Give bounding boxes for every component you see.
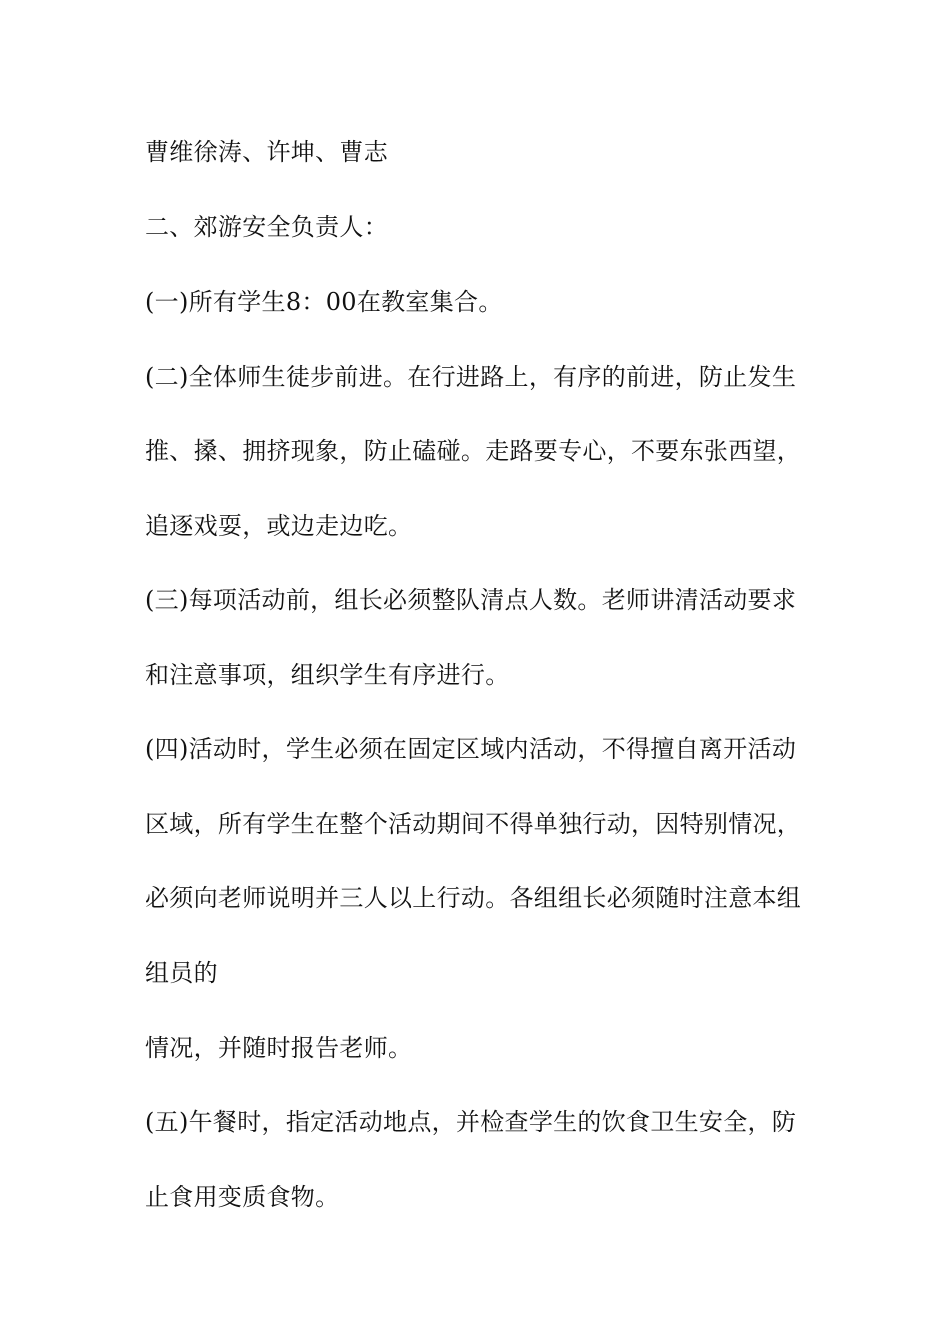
- item-1-line-1: (一)所有学生8：00在教室集合。: [145, 288, 503, 316]
- item-4-line-4: 组员的: [145, 959, 218, 987]
- text-line-names: 曹维徐涛、许坤、曹志: [145, 138, 388, 166]
- item-2-line-3: 追逐戏耍，或边走边吃。: [145, 512, 413, 540]
- item-5-line-1: (五)午餐时，指定活动地点，并检查学生的饮食卫生安全，防: [145, 1108, 797, 1136]
- item-4-line-3: 必须向老师说明并三人以上行动。各组组长必须随时注意本组: [145, 884, 802, 912]
- item-4-line-5: 情况，并随时报告老师。: [145, 1034, 413, 1062]
- item-4-line-1: (四)活动时，学生必须在固定区域内活动，不得擅自离开活动: [145, 735, 797, 763]
- section-heading-safety: 二、郊游安全负责人：: [145, 213, 388, 241]
- item-2-line-1: (二)全体师生徒步前进。在行进路上，有序的前进，防止发生: [145, 363, 797, 391]
- item-3-line-2: 和注意事项，组织学生有序进行。: [145, 661, 510, 689]
- item-3-line-1: (三)每项活动前，组长必须整队清点人数。老师讲清活动要求: [145, 586, 797, 614]
- item-4-line-2: 区域，所有学生在整个活动期间不得单独行动，因特别情况，: [145, 810, 802, 838]
- item-5-line-2: 止食用变质食物。: [145, 1183, 340, 1211]
- item-2-line-2: 推、搡、拥挤现象，防止磕碰。走路要专心，不要东张西望，: [145, 437, 802, 465]
